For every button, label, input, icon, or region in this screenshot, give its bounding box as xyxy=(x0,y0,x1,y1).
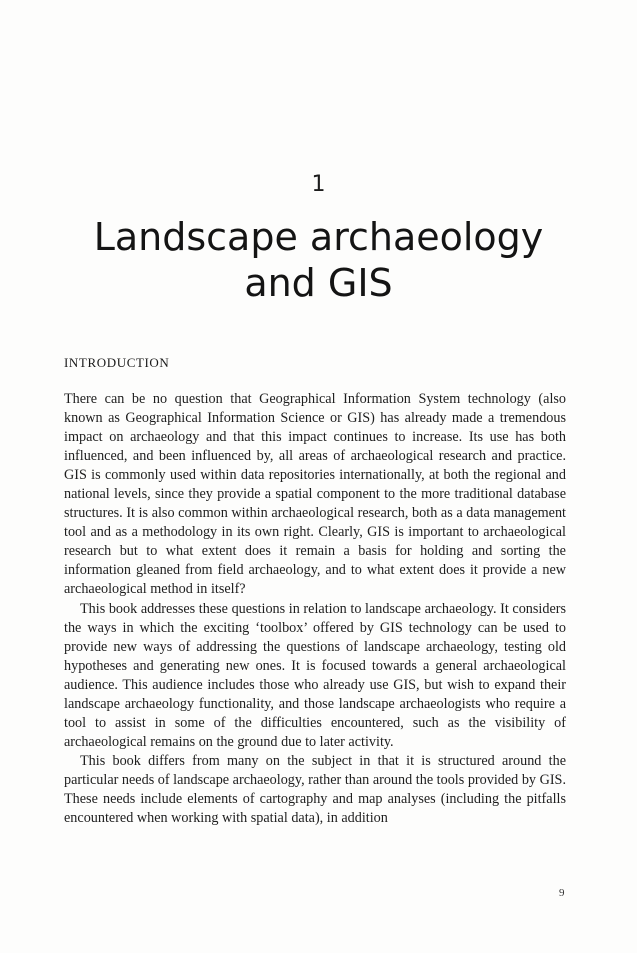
body-text xyxy=(64,390,566,828)
paragraph-3: This book differs from many on the subject in that it is structured around the particular needs of landscape archaeology, rather than around the tools provided by GIS. These needs include elements of cartography and map analyses (including the pitfalls encountered when working with spatial data), in addition xyxy=(64,752,566,827)
chapter-title-line-2: and GIS xyxy=(244,261,393,305)
paragraph-2: This book addresses these questions in relation to landscape archaeology. It considers the ways in which the exciting ‘toolbox’ offered by GIS technology can be used to provide new ways of addressing the questions of landscape archaeology, testing old hypotheses and generating new ones. It is focused towards a general archaeological audience. This audience includes those who already use GIS, but wish to expand their landscape archaeology functionality, and those landscape archaeologists who require a tool to assist in some of the difficulties encountered, such as the visibility of archaeological remains on the ground due to later activity. xyxy=(64,600,566,750)
chapter-number: 1 xyxy=(311,172,326,197)
page-number: 9 xyxy=(559,887,565,899)
chapter-title-line-1: Landscape archaeology xyxy=(93,215,544,259)
chapter-title xyxy=(40,214,597,306)
section-heading: INTRODUCTION xyxy=(64,355,170,370)
paragraph-1: There can be no question that Geographical Information System technology (also known as Geographical Information Science or GIS) has already made a tremendous impact on archaeology and that this impact continues to increase. Its use has both influenced, and been influenced by, all areas of archaeological research and practice. GIS is commonly used within data repositories internationally, at both the regional and national levels, since they provide a spatial component to the more traditional database structures. It is also common within archaeological research, both as a data management tool and as a methodology in its own right. Clearly, GIS is important to archaeological research but to what extent does it remain a basis for holding and sorting the information gleaned from field archaeology, and to what extent does it provide a new archaeological method in itself? xyxy=(64,391,566,598)
